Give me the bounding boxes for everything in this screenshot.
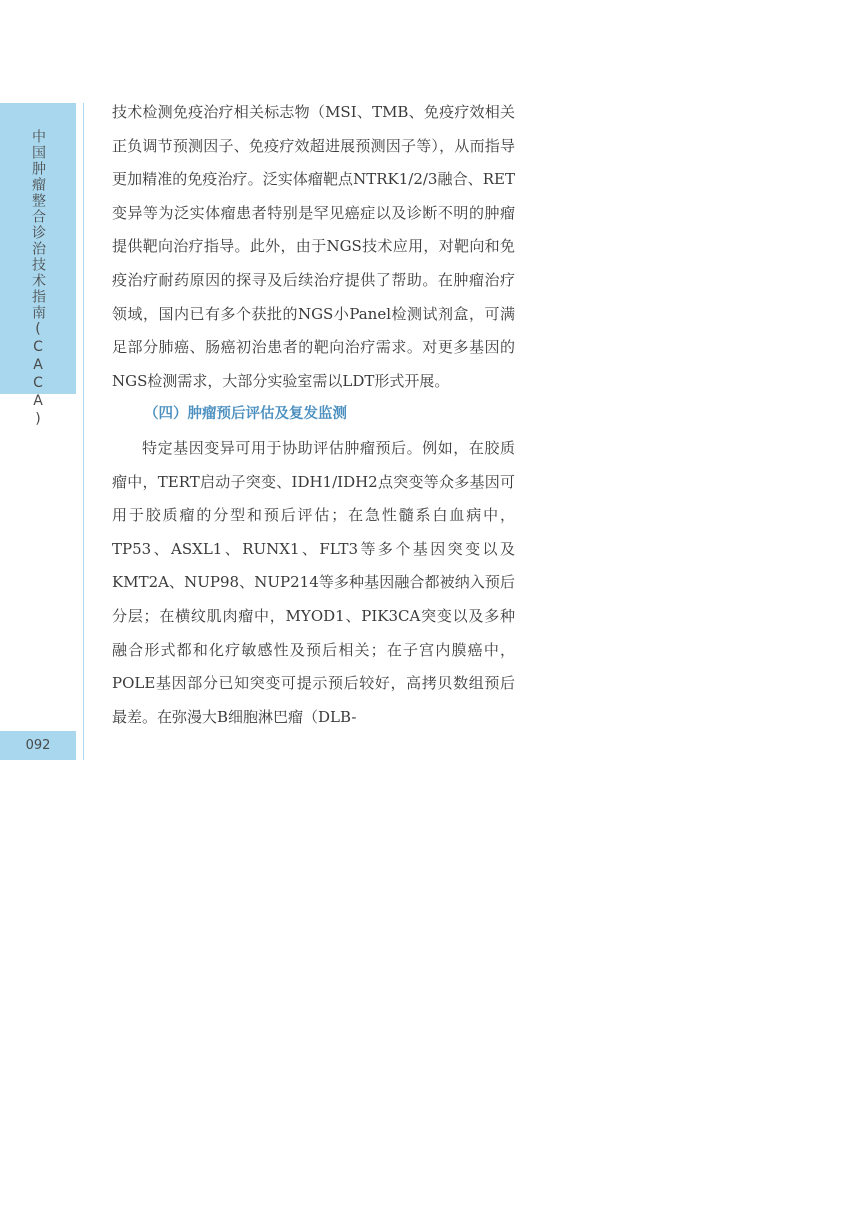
margin-divider [83, 103, 84, 760]
body-paragraph-2: 特定基因变异可用于协助评估肿瘤预后。例如，在胶质瘤中，TERT启动子突变、IDH1/IDH2点突变等众多基因可用于胶质瘤的分型和预后评估；在急性髓系白血病中，TP53、ASXL1、RUNX1、FLT3等多个基因突变以及KMT2A、NUP98、NUP214等多种基因融合都被纳入预后分层；在横纹肌肉瘤中，MYOD1、PIK3CA突变以及多种融合形式都和化疗敏感性及预后相关；在子宫内膜癌中，POLE基因部分已知突变可提示预后较好，高拷贝数组预后最差。在弥漫大B细胞淋巴瘤（DLB- [112, 438, 515, 726]
section-heading: （四）肿瘤预后评估及复发监测 [144, 406, 347, 423]
body-paragraph-1: 技术检测免疫治疗相关标志物（MSI、TMB、免疫疗效相关正负调节预测因子、免疫疗效超进展预测因子等），从而指导更加精准的免疫治疗。泛实体瘤靶点NTRK1/2/3融合、RET变异等为泛实体瘤患者特别是罕见癌症以及诊断不明的肿瘤提供靶向治疗指导。此外，由于NGS技术应用，对靶向和免疫治疗耐药原因的探寻及后续治疗提供了帮助。在肿瘤治疗领域，国内已有多个获批的NGS小Panel检测试剂盒，可满足部分肺癌、肠癌初治患者的靶向治疗需求。对更多基因的NGS检测需求，大部分实验室需以LDT形式开展。 [112, 103, 515, 390]
main-content [112, 96, 515, 734]
book-title: 中国肿瘤整合诊治技术指南(CACA) [30, 129, 46, 429]
sidebar-title-tab [0, 103, 76, 429]
page-number: 092 [25, 738, 51, 753]
page-number-tab [0, 731, 76, 760]
